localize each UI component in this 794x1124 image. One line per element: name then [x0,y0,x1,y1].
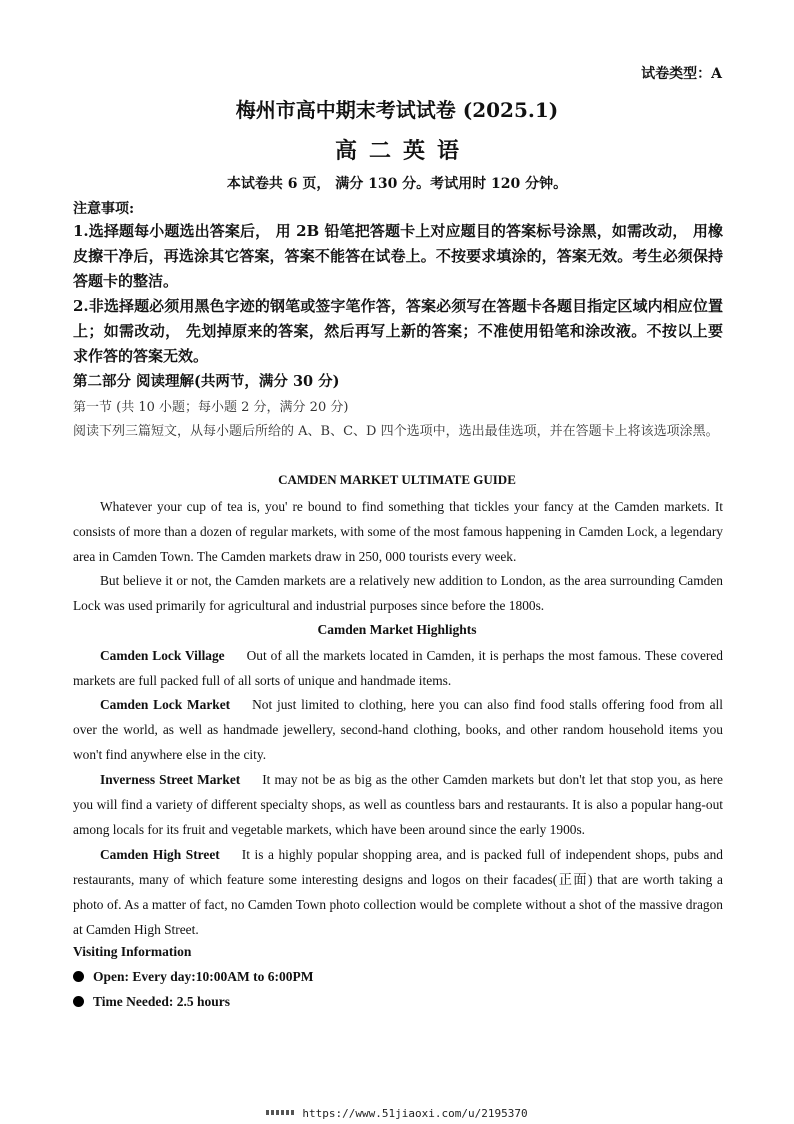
visiting-item-text: Open: Every day:10:00AM to 6:00PM [93,969,314,984]
footer [0,1107,794,1120]
notes-heading: 注意事项: [73,201,135,217]
highlight-text: It may not be as big as the other Camden markets but don't let that stop you, as here you will find a variety of different specialty shops, as well as countless bars and restaurants. It is also a popular hang-out among locals for its fruit and vegetable markets, which have been around since the early 1900s. [73,772,723,837]
highlight-name: Inverness Street Market [100,772,241,787]
footer-url[interactable]: https://www.51jiaoxi.com/u/2195370 [302,1107,528,1120]
exam-title: 梅州市高中期末考试试卷 (2025.1) [235,98,559,122]
subject-title: 高二英语 [334,138,471,164]
visiting-item [73,994,230,1010]
highlight-text: It is a highly popular shopping area, and is packed full of independent shops, pubs and restaurants, many of which feature some interesting designs and logos on their facades(正面) that are worth taking a photo of. As a matter of fact, no Camden Town photo collection would be complete without a shot of the massive dragon at Camden High Street. [73,847,723,937]
highlight-item [73,692,723,767]
highlight-text: Not just limited to clothing, here you can also find food stalls offering food from all over the world, as well as handmade jewellery, second-hand clothing, books, and other random household items you won't find anywhere else in the city. [73,697,724,762]
passage-paragraph-1: Whatever your cup of tea is, you' re bound to find something that tickles your fancy at the Camden markets. It consists of more than a dozen of regular markets, with some of the most famous happening in Camden Lock, a legendary area in Camden Town. The Camden markets draw in 250, 000 tourists every week. [73,499,723,564]
visiting-item-text: Time Needed: 2.5 hours [93,994,230,1009]
bullet-icon [73,996,84,1007]
section-instruction: 阅读下列三篇短文，从每小题后所给的 A、B、C、D 四个选项中，选出最佳选项，并在答题卡上将该选项涂黑。 [73,424,719,439]
bullet-icon [73,971,84,982]
highlight-name: Camden Lock Village [100,648,225,663]
part-heading: 第二部分 阅读理解(共两节，满分 30 分) [73,373,340,390]
note-item-1: 1.选择题每小题选出答案后， 用 2B 铅笔把答题卡上对应题目的答案标号涂黑，如需改动， 用橡皮擦干净后，再选涂其它答案，答案不能答在试卷上。不按要求填涂的，答案无效。考生必须保持答题卡的整洁。 [73,222,723,290]
watermark-icon [266,1110,296,1115]
highlight-text: Out of all the markets located in Camden, it is perhaps the most famous. These covered markets are full packed full of all sorts of unique and handmade items. [73,648,723,688]
visiting-item [73,969,313,985]
passage-title: CAMDEN MARKET ULTIMATE GUIDE [278,472,516,487]
highlight-name: Camden High Street [100,847,220,862]
highlight-item [73,643,723,693]
passage-paragraph-2: But believe it or not, the Camden markets are a relatively new addition to London, as the area surrounding Camden Lock was used primarily for agricultural and industrial purposes since before the 1800s. [73,573,723,613]
visiting-heading: Visiting Information [73,944,192,959]
exam-summary: 本试卷共 6 页， 满分 130 分。考试用时 120 分钟。 [226,176,568,192]
highlight-item [73,767,723,842]
exam-type-label: 试卷类型：A [641,66,722,82]
note-item-2: 2.非选择题必须用黑色字迹的钢笔或签字笔作答，答案必须写在答题卡各题目指定区域内相应位置上；如需改动， 先划掉原来的答案，然后再写上新的答案；不准使用铅笔和涂改液。不按以上要求作答的答案无效。 [73,297,723,365]
highlights-heading: Camden Market Highlights [317,622,477,637]
section-heading: 第一节 (共 10 小题；每小题 2 分，满分 20 分) [73,400,349,415]
highlight-name: Camden Lock Market [100,697,231,712]
highlight-item [73,842,723,942]
